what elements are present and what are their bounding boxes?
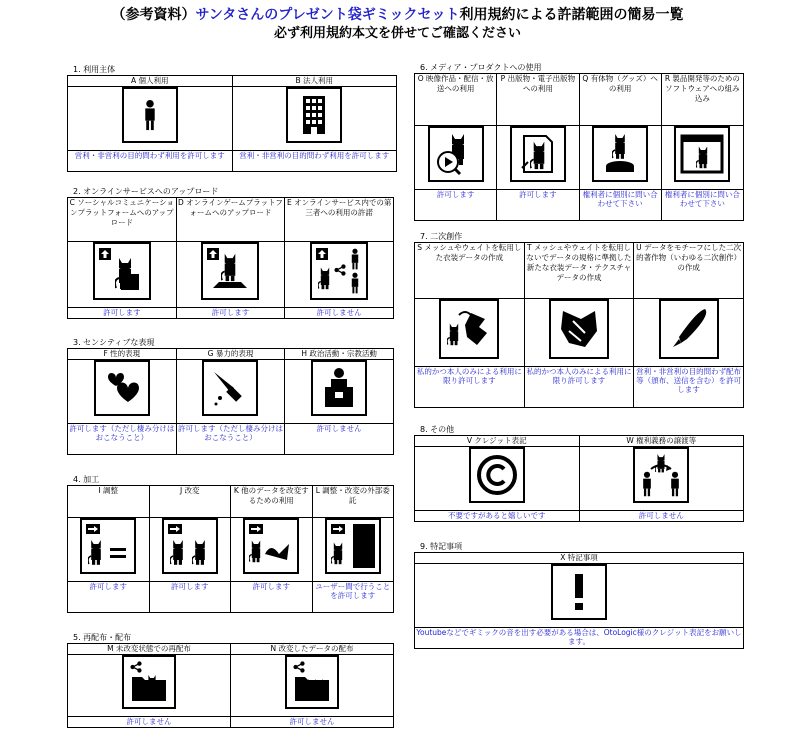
- hearts-icon: [94, 360, 150, 416]
- item-verdict: 許可します: [415, 190, 497, 221]
- pen-icon: [659, 299, 719, 359]
- item-verdict: Youtubeなどでギミックの音を出す必要がある場合は、OtoLogic様のクレジット表記をお願いします。: [415, 628, 744, 649]
- person-icon: [122, 87, 178, 143]
- item-code: B 法人利用: [232, 76, 397, 87]
- item-verdict: 不要ですがあると嬉しいです: [415, 511, 580, 522]
- folder-share-icon: [122, 655, 176, 709]
- item-code: T メッシュやウェイトを転用しないでデータの規格に準拠した新たな衣装データ・テクスチャデータの作成: [524, 243, 634, 299]
- title-prefix: （参考資料）: [111, 7, 196, 23]
- item-verdict: ユーザー間で行うことを許可します: [312, 582, 394, 613]
- section-heading: 8. その他: [420, 425, 455, 434]
- upload-cat-stage-icon: [201, 242, 259, 300]
- item-verdict: 許可しません: [285, 424, 394, 455]
- item-code: E オンラインサービス内での第三者への利用の許諾: [285, 198, 394, 242]
- item-verdict: 営利・非営利の目的問わず配布等（頒布、送信を含む）を許可します: [634, 367, 744, 408]
- item-code: L 調整・改変の外部委託: [312, 486, 394, 518]
- outsource-icon: [325, 518, 381, 574]
- software-icon: [674, 126, 730, 182]
- item-code: J 改変: [149, 486, 231, 518]
- cloth-icon: [549, 299, 609, 359]
- section-online-upload: [67, 186, 394, 319]
- item-verdict: 許可します: [176, 308, 285, 319]
- item-code: X 特記事項: [415, 553, 744, 564]
- folder-share-modified-icon: [285, 655, 339, 709]
- item-verdict: 許可しません: [68, 717, 231, 728]
- section-usage-subject: [67, 64, 397, 172]
- item-verdict: 許可します: [68, 582, 150, 613]
- knife-icon: [202, 360, 258, 416]
- section-processing: [67, 474, 394, 613]
- item-verdict: 私的かつ本人のみによる利用に限り許可します: [524, 367, 634, 408]
- item-code: C ソーシャルコミュニケーションプラットフォームへのアップロード: [68, 198, 177, 242]
- section-special-notes: [414, 541, 744, 649]
- publication-icon: [510, 126, 566, 182]
- item-code: H 政治活動・宗教活動: [285, 349, 394, 360]
- item-verdict: 権利者に個別に問い合わせて下さい: [661, 190, 743, 221]
- video-icon: [428, 126, 484, 182]
- modify-icon: [162, 518, 218, 574]
- podium-icon: [311, 360, 367, 416]
- section-heading: 9. 特記事項: [420, 542, 463, 551]
- section-sensitive-expression: [67, 337, 394, 455]
- item-code: F 性的表現: [68, 349, 177, 360]
- section-derivative-works: [414, 231, 744, 408]
- title-product-name: サンタさんのプレゼント袋ギミックセット: [195, 7, 460, 23]
- merge-icon: [243, 518, 299, 574]
- item-verdict: 許可しません: [231, 717, 394, 728]
- item-code: P 出版物・電子出版物への利用: [497, 74, 579, 126]
- item-verdict: 営利・非営利の目的問わず利用を許可します: [68, 151, 233, 172]
- item-verdict: 私的かつ本人のみによる利用に限り許可します: [415, 367, 525, 408]
- item-code: N 改変したデータの配布: [231, 644, 394, 655]
- item-code: U データをモチーフにした二次的著作物（いわゆる二次創作）の作成: [634, 243, 744, 299]
- item-code: I 調整: [68, 486, 150, 518]
- item-code: W 権利義務の譲渡等: [579, 436, 744, 447]
- item-code: D オンラインゲームプラットフォームへのアップロード: [176, 198, 285, 242]
- cloth-cat-icon: [439, 299, 499, 359]
- figure-icon: [592, 126, 648, 182]
- section-heading: 1. 利用主体: [73, 65, 116, 74]
- item-verdict: 営利・非営利の目的問わず利用を許可します: [232, 151, 397, 172]
- page-subtitle: 必ず利用規約本文を併せてご確認ください: [273, 26, 521, 41]
- item-verdict: 権利者に個別に問い合わせて下さい: [579, 190, 661, 221]
- title-suffix: 利用規約による許諾範囲の簡易一覧: [459, 7, 684, 23]
- exclamation-icon: [551, 564, 607, 620]
- item-code: V クレジット表記: [415, 436, 580, 447]
- section-other: [414, 424, 744, 522]
- item-code: O 映像作品・配信・放送への利用: [415, 74, 497, 126]
- page-title: [0, 4, 795, 24]
- section-heading: 3. センシティブな表現: [73, 338, 155, 347]
- section-heading: 4. 加工: [73, 475, 100, 484]
- item-code: M 未改変状態での再配布: [68, 644, 231, 655]
- item-code: K 他のデータを改変するための利用: [231, 486, 313, 518]
- item-code: R 製品開発等のためのソフトウェアへの組み込み: [661, 74, 743, 126]
- item-verdict: 許可します: [497, 190, 579, 221]
- item-verdict: 許可します: [149, 582, 231, 613]
- copyright-icon: [469, 447, 525, 503]
- item-verdict: 許可します: [68, 308, 177, 319]
- transfer-icon: [633, 447, 689, 503]
- building-icon: [286, 87, 342, 143]
- section-redistribution: [67, 632, 394, 728]
- item-code: G 暴力的表現: [176, 349, 285, 360]
- section-heading: 7. 二次創作: [420, 232, 463, 241]
- item-verdict: 許可します: [231, 582, 313, 613]
- item-code: S メッシュやウェイトを転用した衣装データの作成: [415, 243, 525, 299]
- adjust-icon: [80, 518, 136, 574]
- section-heading: 5. 再配布・配布: [73, 633, 132, 642]
- share-cats-icon: [310, 242, 368, 300]
- item-verdict: 許可します（ただし棲み分けはおこなうこと）: [176, 424, 285, 455]
- section-media-product: [414, 62, 744, 221]
- item-verdict: 許可します（ただし棲み分けはおこなうこと）: [68, 424, 177, 455]
- item-verdict: 許可しません: [579, 511, 744, 522]
- section-heading: 2. オンラインサービスへのアップロード: [73, 187, 219, 196]
- item-code: A 個人利用: [68, 76, 233, 87]
- item-verdict: 許可しません: [285, 308, 394, 319]
- upload-cat-icon: [93, 242, 151, 300]
- section-heading: 6. メディア・プロダクトへの使用: [420, 63, 542, 72]
- item-code: Q 有体物（グッズ）への利用: [579, 74, 661, 126]
